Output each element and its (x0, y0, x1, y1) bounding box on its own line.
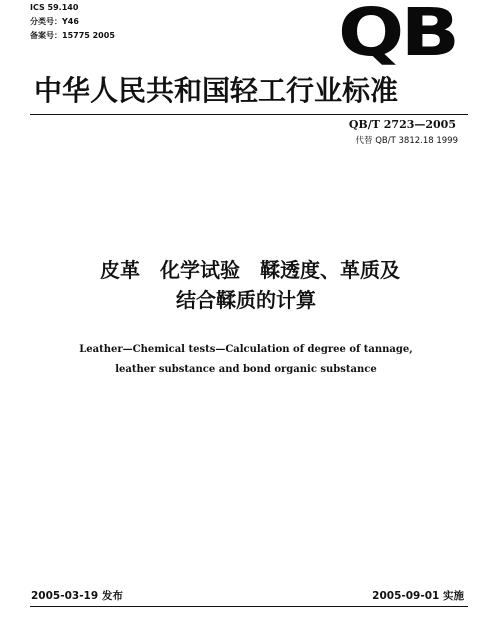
classification-codes (30, 1, 115, 43)
standard-category-title: 中华人民共和国轻工行业标准 (34, 74, 399, 107)
issue-date: 2005-03-19 发布 (31, 590, 123, 602)
record-number: 备案号：15775 2005 (30, 31, 115, 40)
standard-number: QB/T 2723—2005 (348, 118, 456, 131)
chinese-title-line-2: 结合鞣质的计算 (176, 288, 316, 312)
ics-code: ICS 59.140 (30, 3, 79, 12)
chinese-title-line-1: 皮革 化学试验 鞣透度、革质及 (100, 258, 400, 282)
english-title (0, 340, 492, 380)
footer-divider (30, 606, 468, 607)
qb-logo: QB (338, 0, 457, 71)
english-title-line-2: leather substance and bond organic substance (115, 364, 377, 375)
chinese-title (0, 255, 492, 315)
english-title-line-1: Leather—Chemical tests—Calculation of degree of tannage, (79, 344, 413, 355)
implementation-date: 2005-09-01 实施 (372, 590, 464, 602)
replaces-standard: 代替 QB/T 3812.18 1999 (355, 136, 458, 146)
category-code: 分类号：Y46 (30, 17, 79, 26)
header-divider (30, 114, 468, 115)
